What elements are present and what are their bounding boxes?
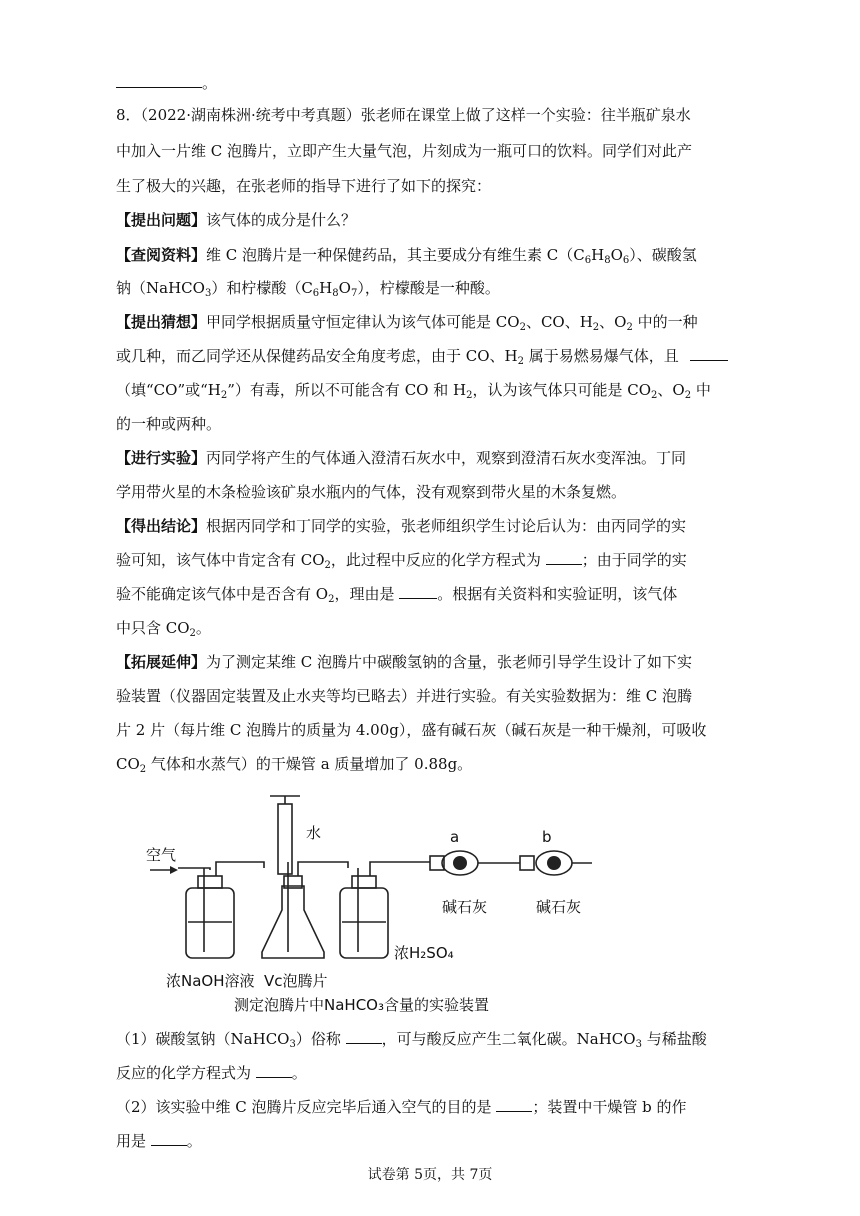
section-head: 【提出猜想】 [116, 313, 207, 331]
sub: 6 [622, 255, 630, 266]
text: 根据丙同学和丁同学的实验，张老师组织学生讨论后认为：由丙同学的实 [206, 517, 687, 535]
soda-lime-fill [547, 856, 561, 870]
problem-line [116, 209, 356, 231]
text: （2）该实验中维 C 泡腾片反应完毕后通入空气的目的是 [116, 1098, 492, 1116]
sub: 2 [139, 764, 147, 775]
q8-line-2: 中加入一片维 C 泡腾片，立即产生大量气泡，片刻成为一瓶可口的饮料。同学们对此产 [116, 142, 693, 160]
text: 用是 [116, 1132, 147, 1150]
inlet-tube [178, 868, 210, 870]
sub: 3 [635, 1039, 642, 1050]
answer-blank[interactable] [346, 1029, 382, 1044]
text: 中 [691, 381, 711, 399]
period: 。 [202, 74, 218, 92]
text: ，认为该气体只可能是 CO [472, 381, 652, 399]
sub: 2 [626, 322, 633, 333]
sub: 2 [189, 628, 196, 639]
flask [262, 886, 324, 958]
section-head: 【查阅资料】 [116, 246, 207, 264]
text: 、O [599, 313, 627, 331]
answer-blank[interactable] [690, 346, 728, 361]
sub: 2 [220, 390, 228, 401]
text: ）、碳酸氢 [629, 246, 697, 264]
answer-blank[interactable] [256, 1063, 292, 1078]
guess-line-3 [116, 379, 711, 401]
sub: 7 [350, 288, 358, 299]
bottle-naoh [186, 888, 234, 958]
syringe [278, 804, 292, 874]
soda-lime-a-label: 碱石灰 [442, 898, 488, 916]
text: 。 [291, 1064, 307, 1082]
text: 或几种，而乙同学还从保健药品安全角度考虑，由于 CO、H [116, 347, 518, 365]
vc-label: Vc泡腾片 [264, 972, 328, 990]
guess-line-4: 的一种或两种。 [116, 415, 222, 433]
tube-b-label: b [542, 828, 552, 846]
tube-a-label: a [450, 828, 460, 846]
text: O [610, 246, 623, 264]
sub: 2 [651, 390, 658, 401]
apparatus-diagram [130, 782, 610, 1017]
stopper [198, 876, 222, 888]
sub: 6 [312, 288, 320, 299]
diagram-caption: 测定泡腾片中NaHCO₃含量的实验装置 [234, 996, 489, 1014]
text: ；装置中干燥管 b 的作 [532, 1098, 687, 1116]
section-head: 【提出问题】 [116, 211, 207, 229]
text: ，可与酸反应产生二氧化碳。NaHCO [381, 1030, 636, 1048]
text: 、CO、H [525, 313, 593, 331]
text: 与稀盐酸 [641, 1030, 707, 1048]
concl-line-2 [116, 549, 687, 571]
sub: 2 [466, 390, 473, 401]
text: 。 [195, 619, 211, 637]
water-label: 水 [306, 824, 322, 842]
concl-line-3 [116, 583, 677, 605]
soda-lime-b-label: 碱石灰 [536, 898, 582, 916]
text: 。根据有关资料和实验证明，该气体 [437, 585, 678, 603]
soda-lime-fill [453, 856, 467, 870]
text: （1）碳酸氢钠（NaHCO [116, 1030, 290, 1048]
sub: 2 [592, 322, 600, 333]
text: ），柠檬酸是一种酸。 [357, 279, 500, 297]
bottle-h2so4 [340, 888, 388, 958]
connector [520, 856, 534, 870]
ext-line-3: 片 2 片（每片维 C 泡腾片的质量为 4.00g），盛有碱石灰（碱石灰是一种干燥剂，可吸收 [116, 721, 707, 739]
text: 为了测定某维 C 泡腾片中碳酸氢钠的含量，张老师引导学生设计了如下实 [206, 653, 693, 671]
sub: 6 [584, 255, 592, 266]
sub: 2 [324, 560, 331, 571]
text: 钠（NaHCO [116, 279, 205, 297]
answer-blank[interactable] [399, 584, 437, 599]
exp-line-1 [116, 447, 686, 469]
answer-blank [116, 73, 202, 88]
sub: 2 [517, 356, 525, 367]
text: 、O [657, 381, 685, 399]
concl-line-1 [116, 515, 686, 537]
sub: 8 [604, 255, 611, 266]
text: 中只含 CO [116, 619, 190, 637]
guess-line-2 [116, 345, 728, 367]
text: ，理由是 [334, 585, 395, 603]
q8-line-3: 生了极大的兴趣，在张老师的指导下进行了如下的探究： [116, 177, 492, 195]
arrow-head [170, 866, 178, 874]
answer-blank[interactable] [546, 550, 582, 565]
sub: 2 [519, 322, 526, 333]
text: 属于易燃易爆气体，且 [524, 347, 679, 365]
text: 验不能确定该气体中是否含有 O [116, 585, 329, 603]
text: H [591, 246, 605, 264]
text: ；由于同学的实 [581, 551, 687, 569]
page-footer: 试卷第 5页，共 7页 [367, 1167, 493, 1183]
text: ，此过程中反应的化学方程式为 [330, 551, 541, 569]
q8-line-1: 8．（2022·湖南株洲·统考中考真题）张老师在课堂上做了这样一个实验：往半瓶矿泉水 [116, 106, 691, 124]
sub: 3 [289, 1039, 296, 1050]
sub2-line-1 [116, 1096, 686, 1118]
ext-line-4 [116, 753, 472, 775]
text: ”）有毒，所以不可能含有 CO 和 H [227, 381, 467, 399]
answer-blank[interactable] [151, 1131, 187, 1146]
naoh-label: 浓NaOH溶液 [166, 972, 255, 990]
text: 中的一种 [632, 313, 698, 331]
exp-line-2: 学用带火星的木条检验该矿泉水瓶内的气体，没有观察到带火星的木条复燃。 [116, 483, 627, 501]
answer-blank[interactable] [496, 1097, 532, 1112]
text: O [338, 279, 351, 297]
text: H [319, 279, 333, 297]
info-line-1 [116, 244, 697, 266]
concl-line-4 [116, 617, 211, 639]
text: 验可知，该气体中肯定含有 CO [116, 551, 325, 569]
text: 气体和水蒸气）的干燥管 a 质量增加了 0.88g。 [146, 755, 473, 773]
text: 甲同学根据质量守恒定律认为该气体可能是 CO [206, 313, 520, 331]
ext-line-2: 验装置（仪器固定装置及止水夹等均已略去）并进行实验。有关实验数据为：维 C 泡腾 [116, 687, 693, 705]
section-head: 【进行实验】 [116, 449, 207, 467]
section-head: 【拓展延伸】 [116, 653, 207, 671]
h2so4-label: 浓H₂SO₄ [394, 944, 454, 962]
sub: 8 [332, 288, 339, 299]
section-head: 【得出结论】 [116, 517, 207, 535]
sub1-line-1 [116, 1028, 707, 1050]
sub1-line-2 [116, 1062, 307, 1084]
sub: 2 [328, 594, 335, 605]
text: 。 [186, 1132, 202, 1150]
sub: 2 [684, 390, 692, 401]
text: ）俗称 [295, 1030, 341, 1048]
text: 丙同学将产生的气体通入澄清石灰水中，观察到澄清石灰水变浑浊。丁同 [206, 449, 687, 467]
ext-line-1 [116, 651, 692, 673]
stopper [352, 876, 376, 888]
guess-line-1 [116, 311, 698, 333]
air-label: 空气 [146, 846, 177, 864]
previous-answer-blank [116, 72, 217, 94]
sub: 3 [204, 288, 212, 299]
sub2-line-2 [116, 1130, 202, 1152]
text: （填“CO”或“H [116, 381, 221, 399]
text: 该气体的成分是什么？ [206, 211, 357, 229]
text: 维 C 泡腾片是一种保健药品，其主要成分有维生素 C（C [206, 246, 585, 264]
info-line-2 [116, 277, 500, 299]
text: CO [116, 755, 140, 773]
text: ）和柠檬酸（C [211, 279, 313, 297]
text: 反应的化学方程式为 [116, 1064, 252, 1082]
